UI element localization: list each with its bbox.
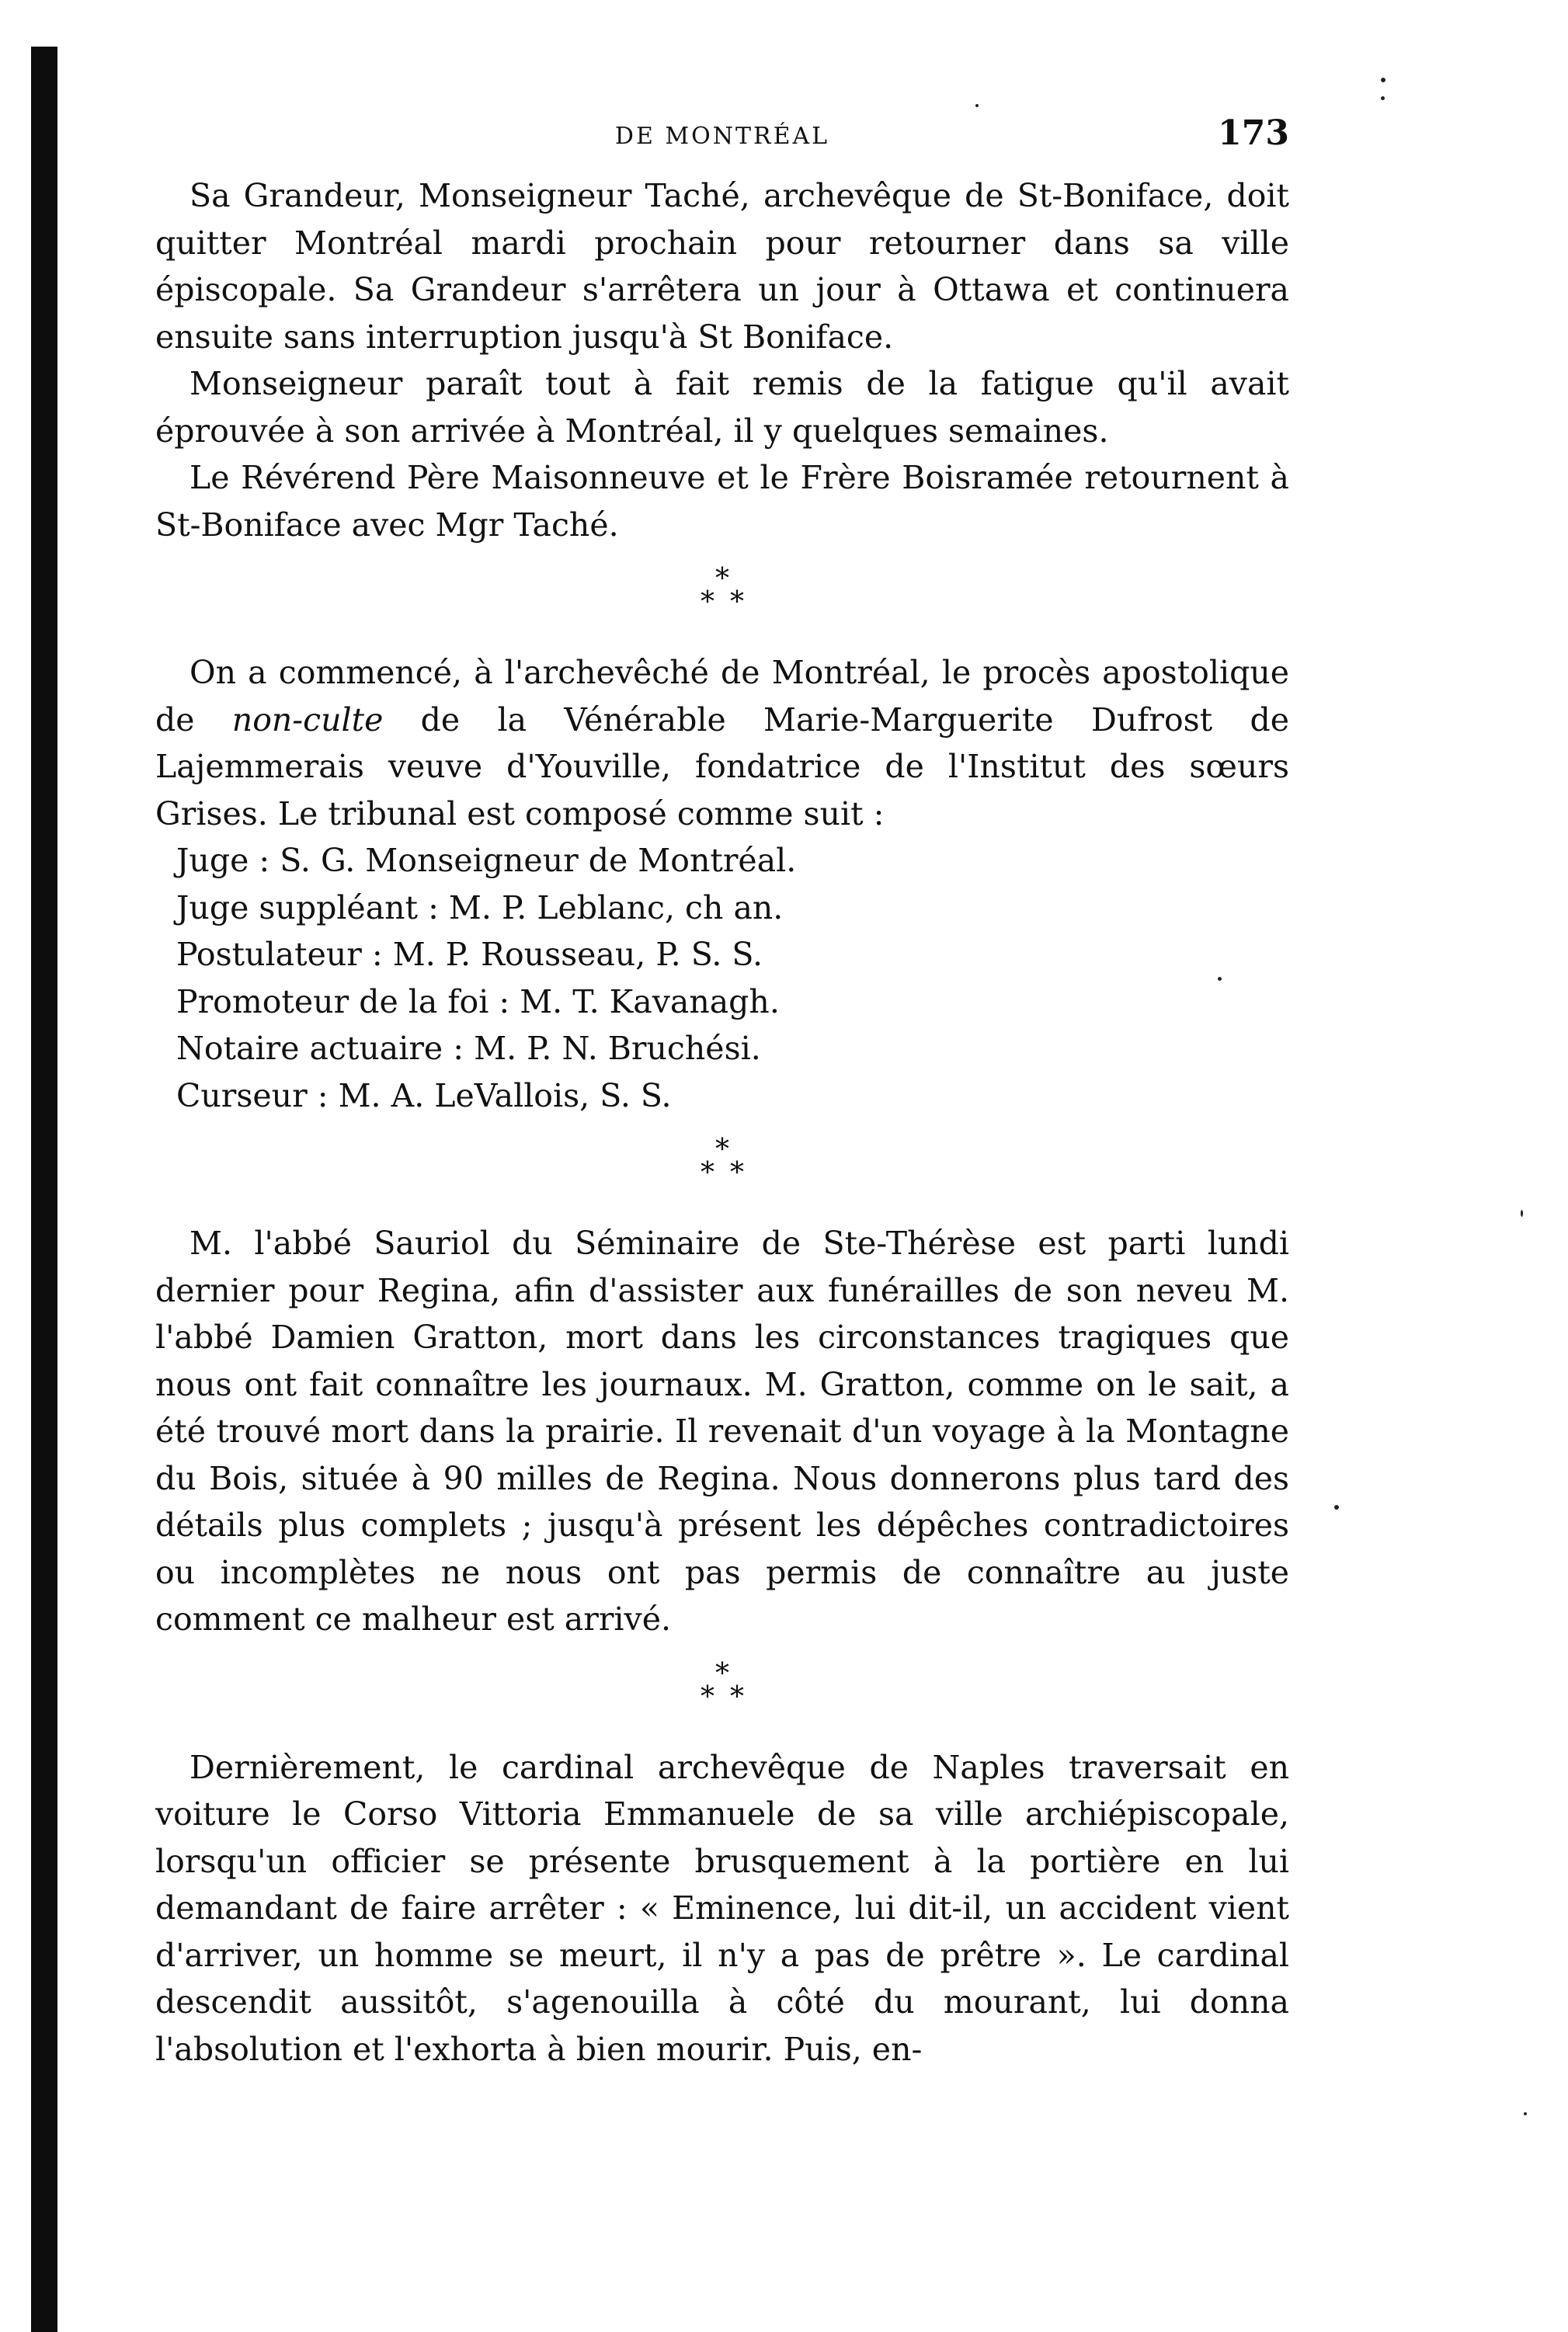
book-page	[155, 109, 1289, 2283]
asterism-top: *	[715, 563, 729, 595]
tribunal-role: Postulateur	[176, 936, 362, 973]
tribunal-name: : M. P. N. Bruchési.	[443, 1030, 761, 1067]
running-title: DE MONTRÉAL	[614, 123, 830, 150]
binding-edge	[31, 47, 57, 2332]
asterism-separator	[155, 1135, 1289, 1206]
tribunal-member	[176, 884, 1289, 932]
tribunal-member	[176, 931, 1289, 978]
paragraph-tache-health: Monseigneur paraît tout à fait remis de la fatigue qu'il avait éprouvée à son arrivée à Montréal, il y quelques semaines.	[155, 365, 1289, 450]
tribunal-role: Juge suppléant	[176, 888, 419, 926]
asterism-separator	[155, 564, 1289, 635]
page-number: 173	[1218, 113, 1289, 153]
paragraph-abbe-sauriol: M. l'abbé Sauriol du Séminaire de Ste-Thérèse est parti lundi dernier pour Regina, afin d'assister aux funérailles de son neveu M. l'abbé Damien Gratton, mort dans les circonstances tragiques que nous ont fait connaître les journaux. M. Gratton, comme on le sait, a été trouvé mort dans la prairie. Il revenait d'un voyage à la Montagne du Bois, située à 90 milles de Regina. Nous donnerons plus tard des détails plus complets ; jusqu'à présent les dépêches contradictoires ou incomplètes ne nous ont pas permis de connaître au juste comment ce malheur est arrivé.	[155, 1225, 1289, 1638]
tribunal-member	[176, 1072, 1289, 1120]
tribunal-name: : M. T. Kavanagh.	[488, 983, 780, 1020]
scan-speck	[1381, 78, 1385, 82]
tribunal-role: Curseur	[176, 1076, 308, 1114]
scan-speck	[1334, 1505, 1339, 1510]
scan-speck	[1521, 1210, 1523, 1217]
tribunal-member	[176, 978, 1289, 1026]
running-head	[155, 109, 1289, 163]
scan-speck	[1524, 2112, 1527, 2115]
asterism-bottom: **	[701, 1680, 760, 1713]
paragraph-tache-departure: Sa Grandeur, Monseigneur Taché, archevêque de St-Boniface, doit quitter Montréal mardi prochain pour retourner dans sa ville épiscopale. Sa Grandeur s'arrêtera un jour à Ottawa et continuera ensuite sans interruption jusqu'à St Boniface.	[155, 177, 1289, 356]
tribunal-member	[176, 837, 1289, 884]
tribunal-name: : S. G. Monseigneur de Montréal.	[249, 842, 796, 879]
asterism-top: *	[715, 1657, 729, 1690]
paragraph-cardinal-naples: Dernièrement, le cardinal archevêque de Naples traversait en voiture le Corso Vittoria Emmanuele de sa ville archiépiscopale, lorsqu'un officier se présente brusquement à la portière en lui demandant de faire arrêter : « Eminence, lui dit-il, un accident vient d'arriver, un homme se meurt, il n'y a pas de prêtre ». Le cardinal descendit aussitôt, s'agenouilla à côté du mourant, lui donna l'absolution et l'exhorta à bien mourir. Puis, en-	[155, 1748, 1289, 2068]
paragraph-maisonneuve: Le Révérend Père Maisonneuve et le Frère Boisramée retournent à St-Boniface avec Mgr Taché.	[155, 459, 1289, 544]
asterism-separator	[155, 1659, 1289, 1730]
asterism-top: *	[715, 1134, 729, 1166]
paragraph-proces-italic: non-culte	[231, 700, 384, 739]
tribunal-role: Promoteur de la foi	[176, 982, 489, 1020]
tribunal-role: Juge	[176, 842, 249, 879]
asterism-bottom: **	[701, 586, 760, 618]
scan-speck	[975, 104, 979, 107]
paragraph-proces-text-before: On a commencé, à l'archevêché de Montréal, le procès apostolique de	[155, 654, 1289, 739]
tribunal-role: Notaire actuaire	[176, 1030, 443, 1067]
scan-speck	[1381, 96, 1385, 100]
tribunal-name: : M. P. Rousseau, P. S. S.	[362, 936, 763, 973]
asterism-bottom: **	[701, 1157, 760, 1189]
tribunal-member	[176, 1025, 1289, 1072]
tribunal-name: : M. P. Leblanc, ch an.	[418, 889, 783, 926]
paragraph-proces-text-after: de la Vénérable Marie-Marguerite Dufrost de Lajemmerais veuve d'Youville, fondatrice de l'Institut des sœurs Grises. Le tribunal est composé comme suit :	[155, 700, 1289, 832]
tribunal-name: : M. A. LeVallois, S. S.	[308, 1077, 672, 1114]
paragraph-proces-apostolique	[155, 649, 1289, 837]
tribunal-list	[155, 837, 1289, 1119]
scan-speck	[1218, 977, 1222, 981]
